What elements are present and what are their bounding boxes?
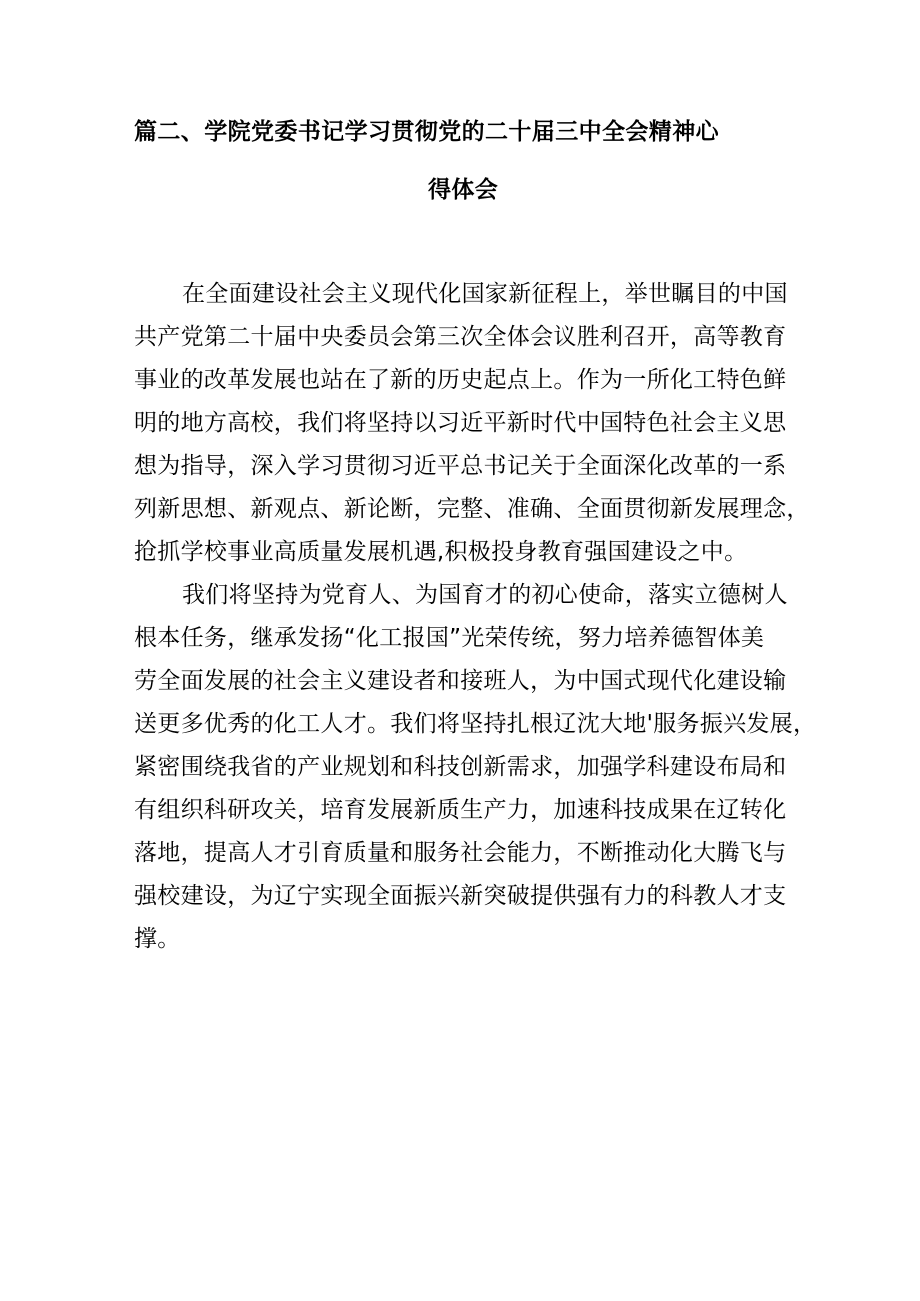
paragraph-2-line-8: 强校建设，为辽宁实现全面振兴新突破提供强有力的科教人才支 — [134, 883, 787, 909]
paragraph-2-line-3: 劳全面发展的社会主义建设者和接班人，为中国式现代化建设输 — [134, 668, 787, 694]
paragraph-1-line-5: 想为指导，深入学习贯彻习近平总书记关于全面深化改革的一系 — [134, 453, 787, 479]
paragraph-1-line-2: 共产党第二十届中央委员会第三次全体会议胜利召开，高等教育 — [134, 324, 787, 350]
paragraph-1-line-7: 抢抓学校事业高质量发展机遇,积极投身教育强国建设之中。 — [134, 539, 748, 565]
paragraph-1-line-6: 列新思想、新观点、新论断，完整、准确、全面贯彻新发展理念， — [134, 496, 810, 522]
document-title-line-1: 篇二、学院党委书记学习贯彻党的二十届三中全会精神心 — [134, 119, 719, 145]
paragraph-1-line-3: 事业的改革发展也站在了新的历史起点上。作为一所化工特色鲜 — [134, 367, 787, 393]
paragraph-2-line-9: 撑。 — [134, 926, 181, 952]
paragraph-2-line-7: 落地，提高人才引育质量和服务社会能力，不断推动化大腾飞与 — [134, 840, 787, 866]
paragraph-2-line-5: 紧密围绕我省的产业规划和科技创新需求，加强学科建设布局和 — [134, 754, 787, 780]
paragraph-2-line-1: 我们将坚持为党育人、为国育才的初心使命，落实立德树人 — [182, 582, 788, 608]
document-title-line-2: 得体会 — [428, 177, 499, 203]
paragraph-2-line-6: 有组织科研攻关，培育发展新质生产力，加速科技成果在辽转化 — [134, 797, 787, 823]
paragraph-1-line-4: 明的地方高校，我们将坚持以习近平新时代中国特色社会主义思 — [134, 410, 787, 436]
paragraph-1-line-1: 在全面建设社会主义现代化国家新征程上，举世瞩目的中国 — [182, 281, 788, 307]
paragraph-2-line-4: 送更多优秀的化工人才。我们将坚持扎根辽沈大地'服务振兴发展， — [134, 711, 817, 737]
paragraph-2-line-2: 根本任务，继承发扬“化工报国”光荣传统，努力培养德智体美 — [134, 625, 765, 651]
